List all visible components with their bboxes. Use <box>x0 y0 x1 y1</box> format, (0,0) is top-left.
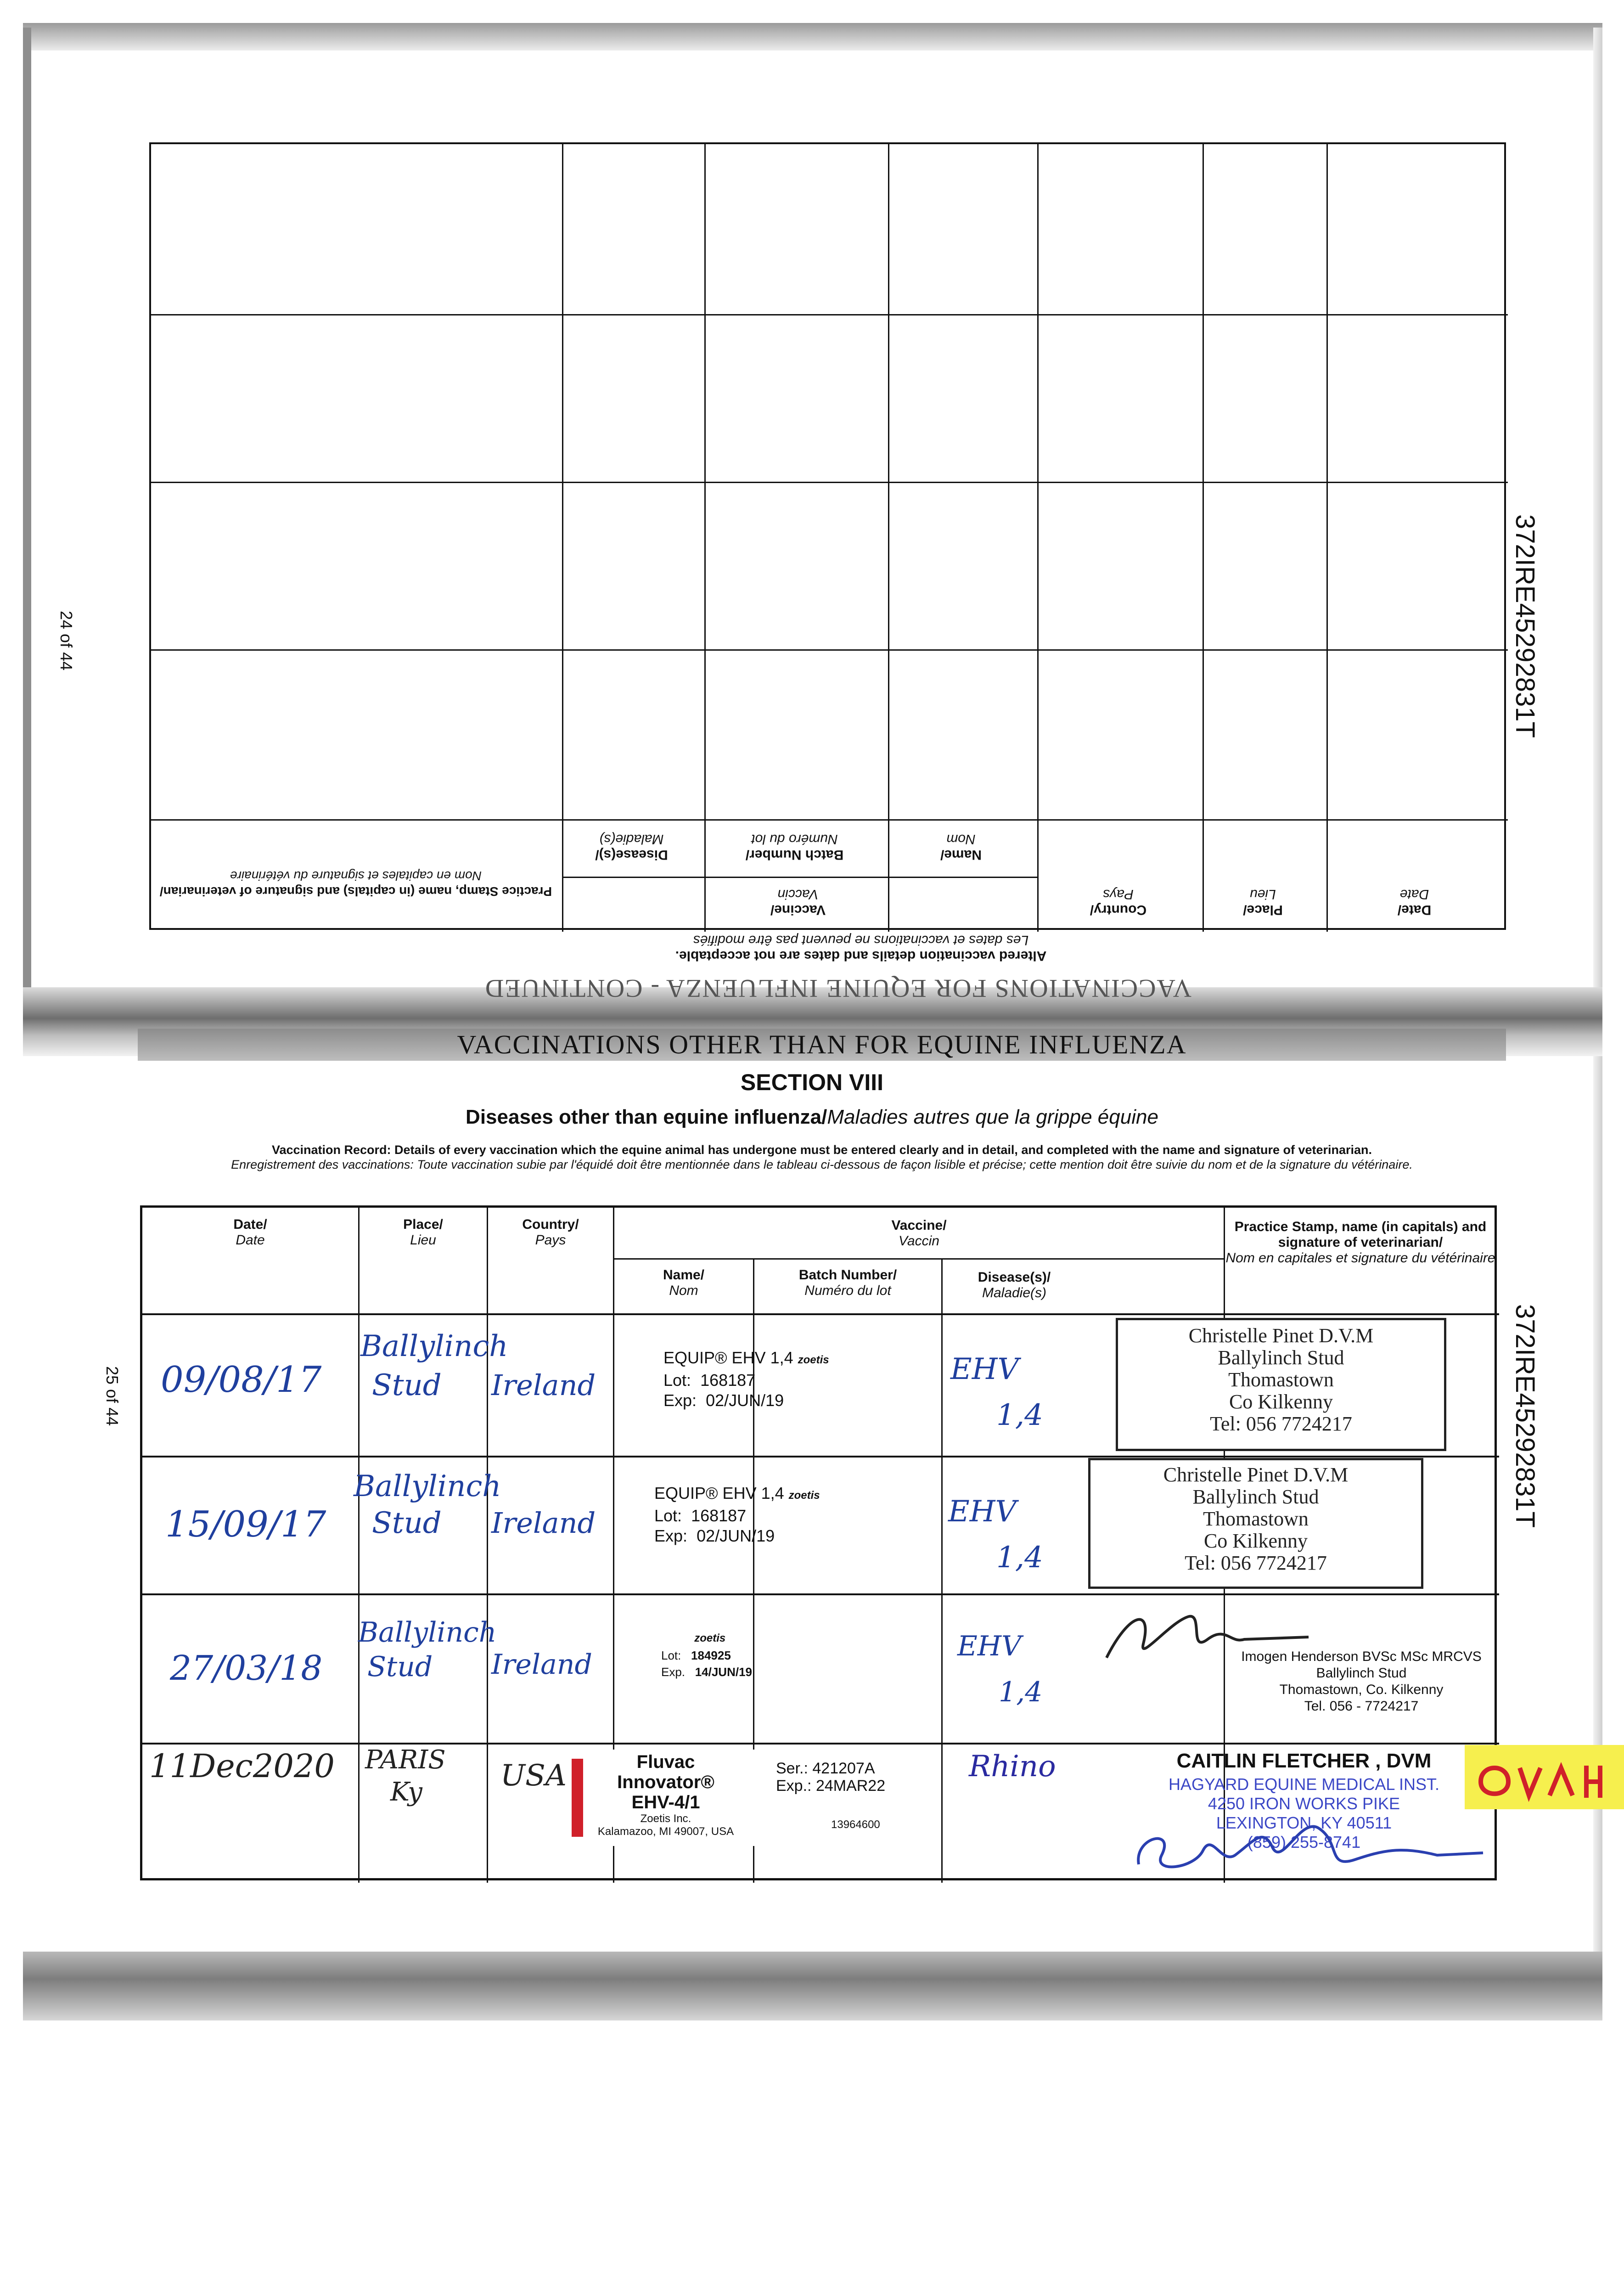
row2-date: 15/09/17 <box>165 1504 326 1545</box>
row1-disease-line1: EHV <box>950 1352 1019 1386</box>
header-disease: Disease(s)/ Maladie(s) <box>978 1270 1051 1300</box>
row2-place-line1: Ballylinch <box>354 1469 501 1503</box>
page-number-upper: 24 of 44 <box>57 611 76 671</box>
row4-date: 11Dec2020 <box>149 1747 335 1785</box>
row4-country: USA <box>500 1759 567 1793</box>
row3-date: 27/03/18 <box>170 1649 323 1688</box>
row1-place-line2: Stud <box>372 1368 442 1402</box>
row4-signature <box>1125 1800 1501 1878</box>
section-title: SECTION VIII <box>740 1069 884 1095</box>
record-instructions: Vaccination Record: Details of every vaccination which the equine animal has undergone must be entered clearly and in detail, and completed with the name and signature of veterinarian. Enregistrement des vaccinations: Toute vaccination subie par l'équidé doit être mentionnée dans le tableau ci-dessous de façon lisible et précise; cette mention doit être suivie du nom et de la signature du vétérinaire. <box>231 1143 1413 1171</box>
upper-page <box>149 142 1506 1029</box>
upper-table <box>149 142 1506 930</box>
page-number-lower: 25 of 44 <box>103 1366 122 1426</box>
upper-header-vaccine: Vaccine/ Vaccin <box>770 887 826 917</box>
row1-country: Ireland <box>491 1368 596 1402</box>
header-vaccine: Vaccine/ Vaccin <box>891 1218 947 1249</box>
row4-disease: Rhino <box>969 1750 1056 1784</box>
row2-disease-line1: EHV <box>948 1495 1017 1529</box>
upper-header-batch: Batch Number/ Numéro du lot <box>745 832 844 862</box>
row3-place-line2: Stud <box>367 1651 433 1683</box>
top-edge-shadow <box>23 23 1602 51</box>
row3-vaccine-label: zoetis Lot: 184925 Exp. 14/JUN/19 <box>661 1632 753 1679</box>
row2-disease-line2: 1,4 <box>996 1541 1043 1575</box>
row1-date: 09/08/17 <box>161 1359 322 1401</box>
passport-id-upper: 372IRE45292831T <box>1510 514 1540 738</box>
header-stamp: Practice Stamp, name (in capitals) and signature of veterinarian/ Nom en capitales et signature du vétérinaire <box>1225 1219 1495 1266</box>
row2-vaccine-label: EQUIP® EHV 1,4 zoetis Lot: 168187 Exp: 02/JUN/19 <box>654 1484 820 1545</box>
vaccination-table <box>140 1205 1497 1880</box>
section-banner: VACCINATIONS OTHER THAN FOR EQUINE INFLUENZA <box>138 1029 1506 1061</box>
row4-place-line1: PARIS <box>365 1745 446 1775</box>
row3-disease-line2: 1,4 <box>999 1676 1043 1708</box>
upper-header-place: Place/ Lieu <box>1243 887 1283 917</box>
upper-header-stamp: Practice Stamp, name (in capitals) and signature of veterinarian/ Nom en capitales et signature du vétérinaire <box>159 869 552 899</box>
upper-header-disease: Disease(s)/ Maladie(s) <box>595 832 668 862</box>
header-country: Country/ Pays <box>522 1217 579 1248</box>
upper-header-country: Country/ Pays <box>1090 887 1147 917</box>
row4-vaccine-label: Fluvac Innovator® EHV-4/1 Zoetis Inc. Kalamazoo, MI 49007, USA Ser.: 421207A Exp.: 24MAR22 13964600 <box>572 1750 921 1846</box>
row1-vet-stamp: Christelle Pinet D.V.M Ballylinch Stud Thomastown Co Kilkenny Tel: 056 7724217 <box>1116 1318 1446 1451</box>
row2-vet-stamp: Christelle Pinet D.V.M Ballylinch Stud Thomastown Co Kilkenny Tel: 056 7724217 <box>1088 1458 1423 1589</box>
header-date: Date/ Date <box>233 1217 267 1248</box>
row4-place-line2: Ky <box>390 1777 422 1807</box>
row3-place-line1: Ballylinch <box>358 1616 497 1649</box>
row1-place-line1: Ballylinch <box>360 1329 508 1363</box>
upper-header-date: Date/ Date <box>1397 887 1432 917</box>
section-subtitle: Diseases other than equine influenza/Maladies autres que la grippe équine <box>466 1106 1158 1128</box>
row3-vet-stamp: Imogen Henderson BVSc MSc MRCVS Ballylinch Stud Thomastown, Co. Kilkenny Tel. 056 - 7724217 <box>1241 1649 1482 1714</box>
row3-country: Ireland <box>491 1649 592 1681</box>
row2-place-line2: Stud <box>372 1506 442 1540</box>
row2-country: Ireland <box>491 1506 596 1540</box>
upper-header-name: Name/ Nom <box>940 832 982 862</box>
bottom-edge-shadow <box>23 1952 1602 2020</box>
yellow-tab-marks <box>1476 1754 1614 1805</box>
row1-disease-line2: 1,4 <box>996 1398 1043 1432</box>
upper-continued-heading: VACCINATIONS FOR EQUINE INFLUENZA - CONTINUED <box>484 974 1192 1002</box>
row4-label-red-bar <box>572 1759 583 1837</box>
header-name: Name/ Nom <box>663 1267 705 1298</box>
header-place: Place/ Lieu <box>403 1217 443 1248</box>
upper-altered-note: Altered vaccination details and dates are not acceptable. Les dates et vaccinations ne peuvent pas être modifiés <box>675 933 1047 963</box>
passport-id-lower: 372IRE45292831T <box>1510 1304 1540 1528</box>
row3-disease-line1: EHV <box>957 1630 1022 1662</box>
row4-vet-stamp: CAITLIN FLETCHER , DVM HAGYARD EQUINE MEDICAL INST. 4250 IRON WORKS PIKE LEXINGTON, KY 40511 (859) 255-8741 <box>1168 1750 1440 1851</box>
left-edge-shadow <box>23 28 31 1001</box>
header-batch: Batch Number/ Numéro du lot <box>798 1267 897 1298</box>
row1-vaccine-label: EQUIP® EHV 1,4 zoetis Lot: 168187 Exp: 02/JUN/19 <box>663 1348 829 1410</box>
